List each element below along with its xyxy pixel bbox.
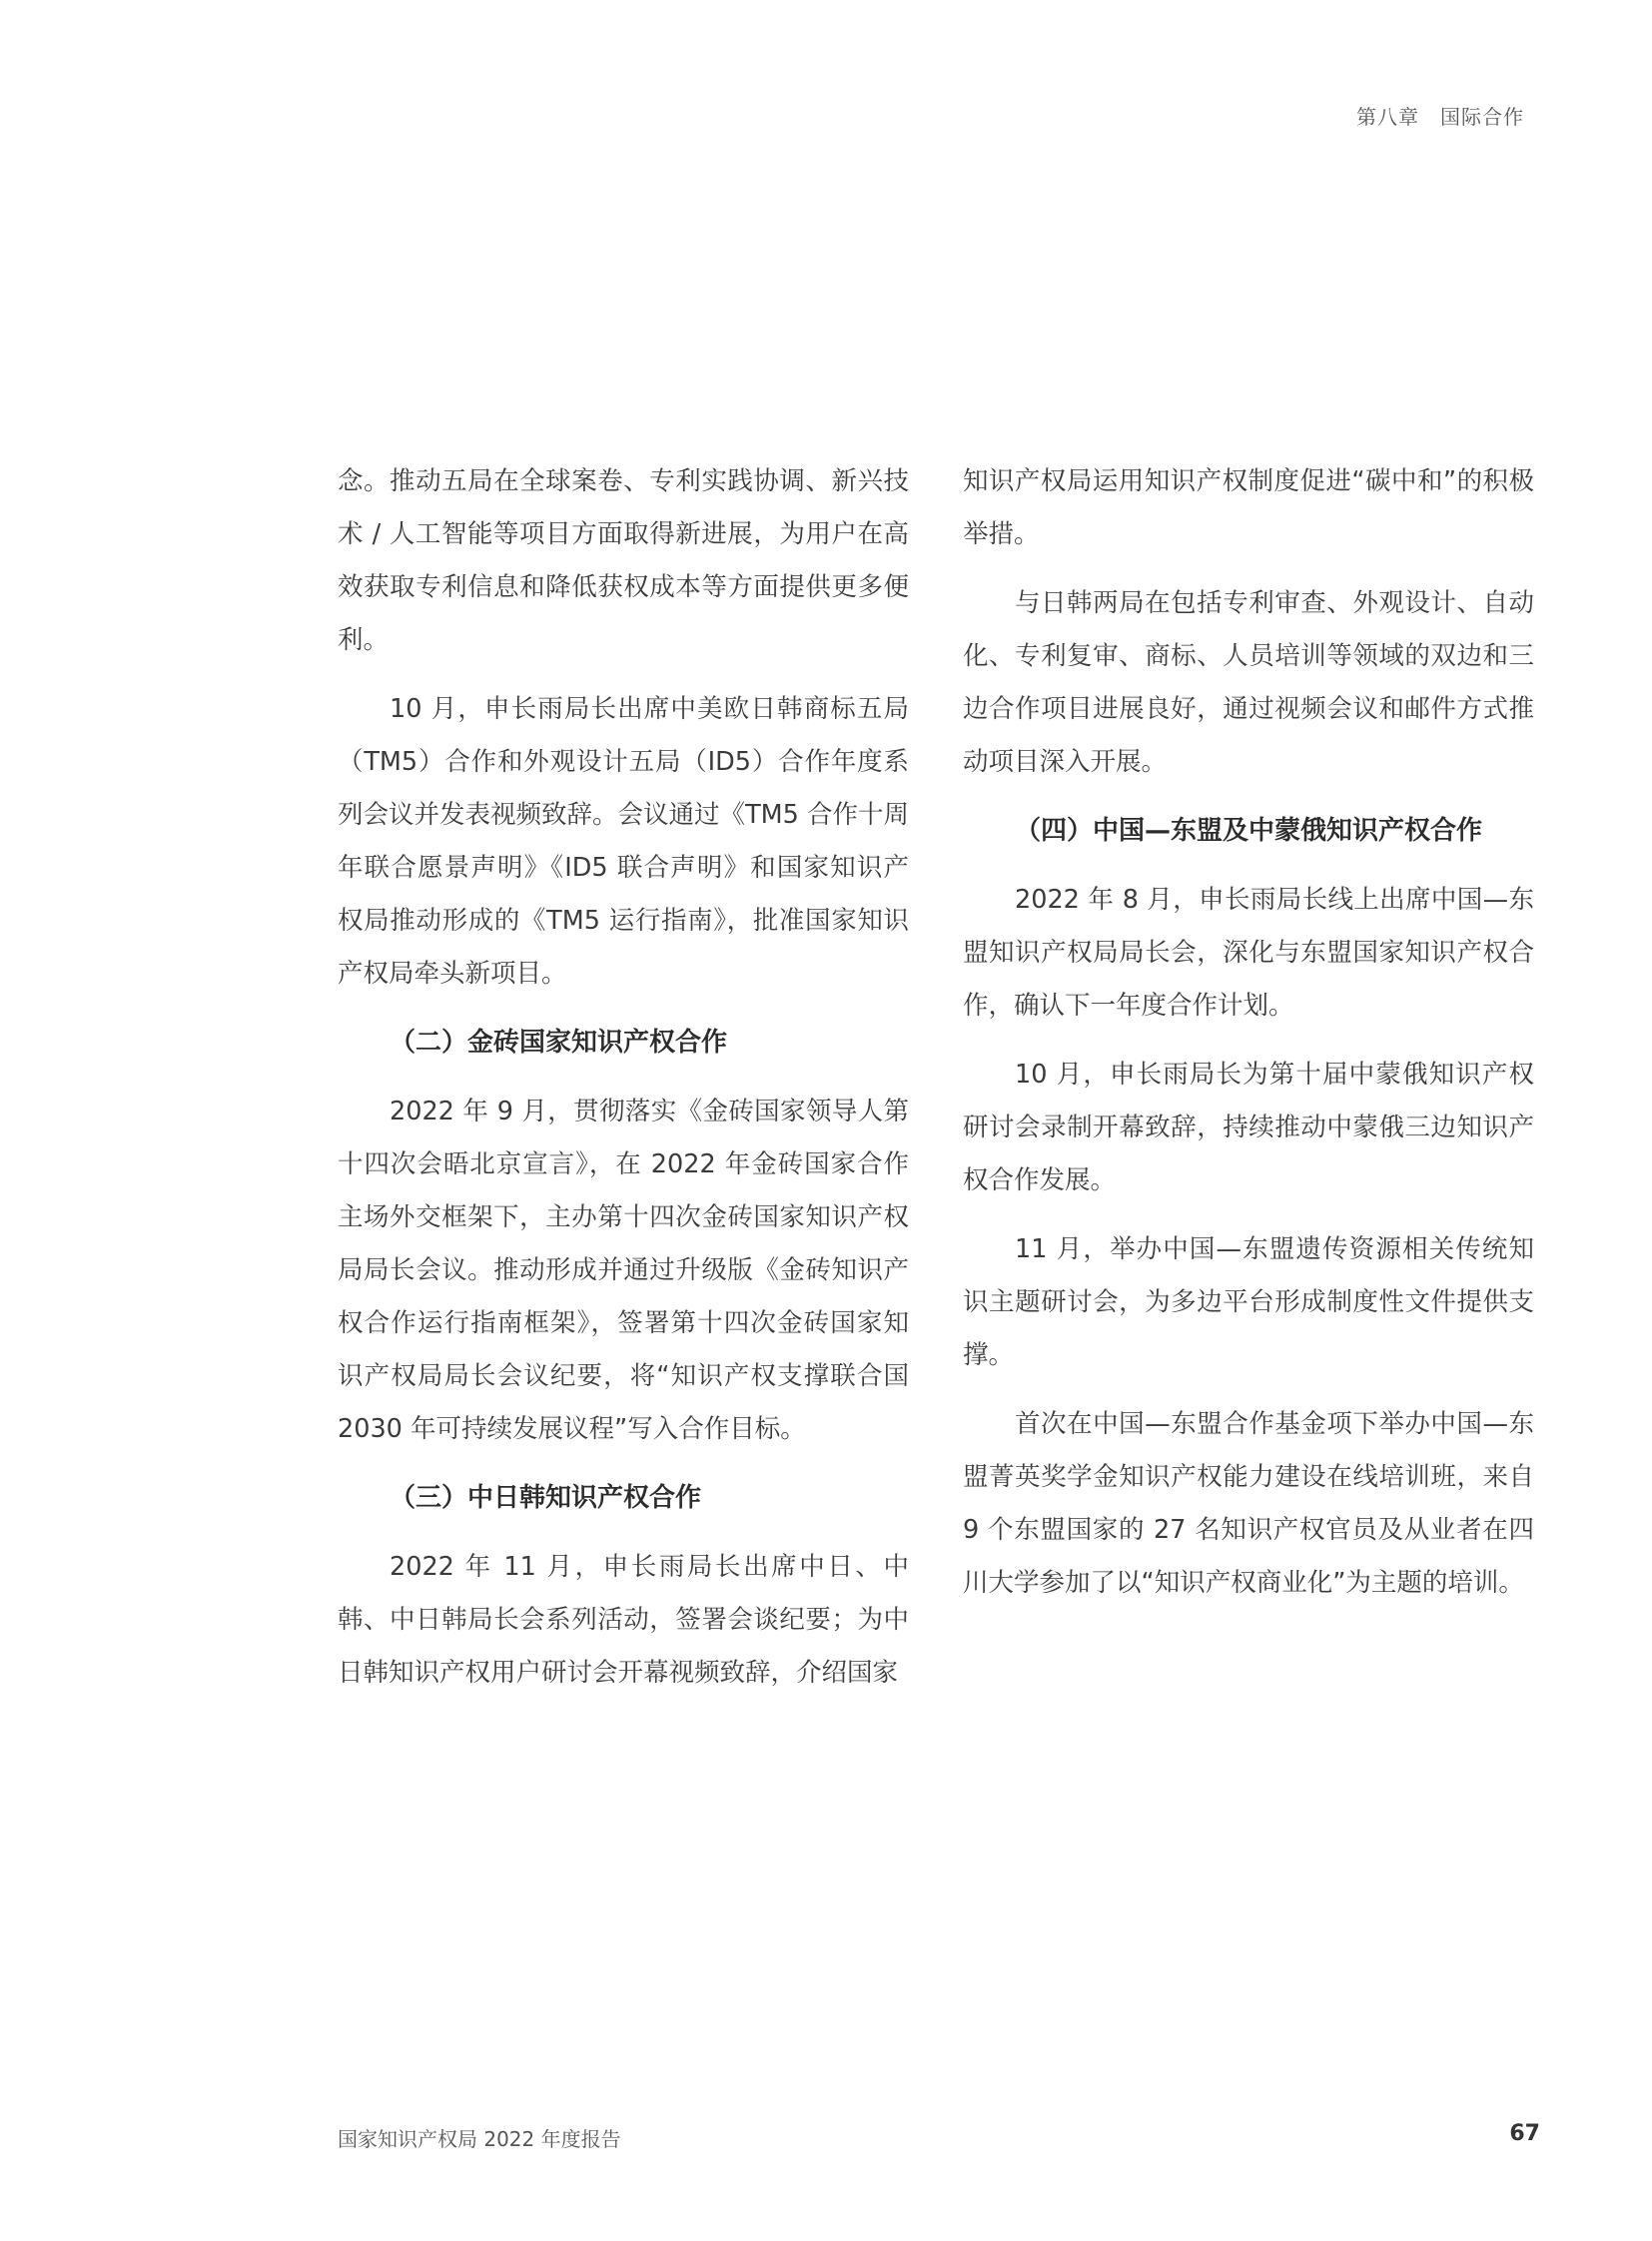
section-heading-asean-mongolia-russia: （四）中国—东盟及中蒙俄知识产权合作 <box>1015 816 1483 846</box>
paragraph: 10 月，申长雨局长出席中美欧日韩商标五局（TM5）合作和外观设计五局（ID5）合作年度系列会议并发表视频致辞。会议通过《TM5 合作十周年联合愿景声明》《ID5 联合声明》和国家知识产权局推动形成的《TM5 运行指南》，批准国家知识产权局牵头新项目。 <box>338 694 909 989</box>
paragraph: 首次在中国—东盟合作基金项下举办中国—东盟菁英奖学金知识产权能力建设在线培训班，来自 9 个东盟国家的 27 名知识产权官员及从业者在四川大学参加了以“知识产权商业化”为主题的培训。 <box>963 1409 1534 1598</box>
paragraph: 10 月，申长雨局长为第十届中蒙俄知识产权研讨会录制开幕致辞，持续推动中蒙俄三边知识产权合作发展。 <box>963 1060 1534 1195</box>
paragraph: 2022 年 11 月，申长雨局长出席中日、中韩、中日韩局长会系列活动，签署会谈纪要；为中日韩知识产权用户研讨会开幕视频致辞，介绍国家 <box>338 1552 909 1688</box>
paragraph: 与日韩两局在包括专利审查、外观设计、自动化、专利复审、商标、人员培训等领域的双边和三边合作项目进展良好，通过视频会议和邮件方式推动项目深入开展。 <box>963 588 1534 777</box>
section-heading-brics: （二）金砖国家知识产权合作 <box>390 1028 728 1058</box>
page-number: 67 <box>1509 2121 1540 2146</box>
paragraph: 2022 年 8 月，申长雨局长线上出席中国—东盟知识产权局局长会，深化与东盟国家知识产权合作，确认下一年度合作计划。 <box>963 885 1534 1021</box>
footer-report-title: 国家知识产权局 2022 年度报告 <box>338 2127 621 2151</box>
right-column <box>963 455 1534 1626</box>
left-column <box>338 455 909 1716</box>
paragraph: 11 月，举办中国—东盟遗传资源相关传统知识主题研讨会，为多边平台形成制度性文件提供支撑。 <box>963 1234 1534 1370</box>
paragraph: 2022 年 9 月，贯彻落实《金砖国家领导人第十四次会晤北京宣言》，在 2022 年金砖国家合作主场外交框架下，主办第十四次金砖国家知识产权局局长会议。推动形成并通过升级版《金砖知识产权合作运行指南框架》，签署第十四次金砖国家知识产权局局长会议纪要，将“知识产权支撑联合国 2030 年可持续发展议程”写入合作目标。 <box>338 1097 909 1444</box>
paragraph: 念。推动五局在全球案卷、专利实践协调、新兴技术 / 人工智能等项目方面取得新进展，为用户在高效获取专利信息和降低获权成本等方面提供更多便利。 <box>338 466 909 655</box>
paragraph: 知识产权局运用知识产权制度促进“碳中和”的积极举措。 <box>963 466 1534 549</box>
section-heading-china-japan-korea: （三）中日韩知识产权合作 <box>390 1483 702 1513</box>
chapter-header: 第八章 国际合作 <box>1356 105 1524 129</box>
